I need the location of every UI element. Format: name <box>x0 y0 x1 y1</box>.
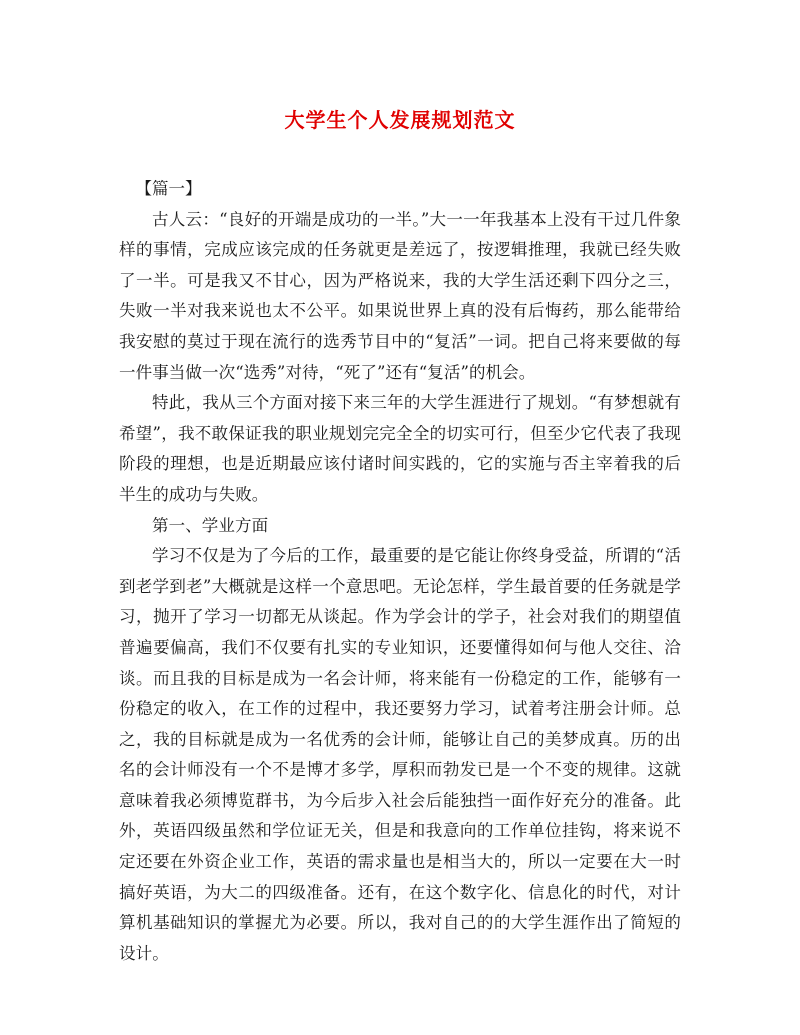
section-label: 【篇一】 <box>135 179 202 198</box>
section-heading-academics: 第一、学业方面 <box>152 515 269 535</box>
document-title: 大学生个人发展规划范文 <box>284 108 516 132</box>
paragraph-2: 特此，我从三个方面对接下来三年的大学生涯进行了规划。“有梦想就有希望”，我不敢保证我的职业规划完完全全的切实可行，但至少它代表了我现阶段的理想，也是近期最应该付诸时间实践的，它的实施与否主宰着我的后半生的成功与失败。 <box>119 393 681 504</box>
paragraph-3: 学习不仅是为了今后的工作，最重要的是它能让你终身受益，所谓的“活到老学到老”大概就是这样一个意思吧。无论怎样，学生最首要的任务就是学习，抛开了学习一切都无从谈起。作为学会计的学子，社会对我们的期望值普遍要偏高，我们不仅要有扎实的专业知识，还要懂得如何与他人交往、洽谈。而且我的目标是成为一名会计师，将来能有一份稳定的工作，能够有一份稳定的收入，在工作的过程中，我还要努力学习，试着考注册会计师。总之，我的目标就是成为一名优秀的会计师，能够让自己的美梦成真。历的出名的会计师没有一个不是博才多学，厚积而勃发已是一个不变的规律。这就意味着我必须博览群书，为今后步入社会后能独挡一面作好充分的准备。此外，英语四级虽然和学位证无关，但是和我意向的工作单位挂钩，将来说不定还要在外资企业工作，英语的需求量也是相当大的，所以一定要在大一时搞好英语，为大二的四级准备。还有，在这个数字化、信息化的时代，对计算机基础知识的掌握尤为必要。所以，我对自己的的大学生涯作出了简短的设计。 <box>119 546 681 963</box>
paragraph-1: 古人云：“良好的开端是成功的一半。”大一一年我基本上没有干过几件象样的事情，完成应该完成的任务就更是差远了，按逻辑推理，我就已经失败了一半。可是我又不甘心，因为严格说来，我的大学生活还剩下四分之三，失败一半对我来说也太不公平。如果说世界上真的没有后悔药，那么能带给我安慰的莫过于现在流行的选秀节目中的“复活”一词。把自己将来要做的每一件事当做一次“选秀”对待，“死了”还有“复活”的机会。 <box>119 209 681 382</box>
document-body <box>119 174 681 969</box>
